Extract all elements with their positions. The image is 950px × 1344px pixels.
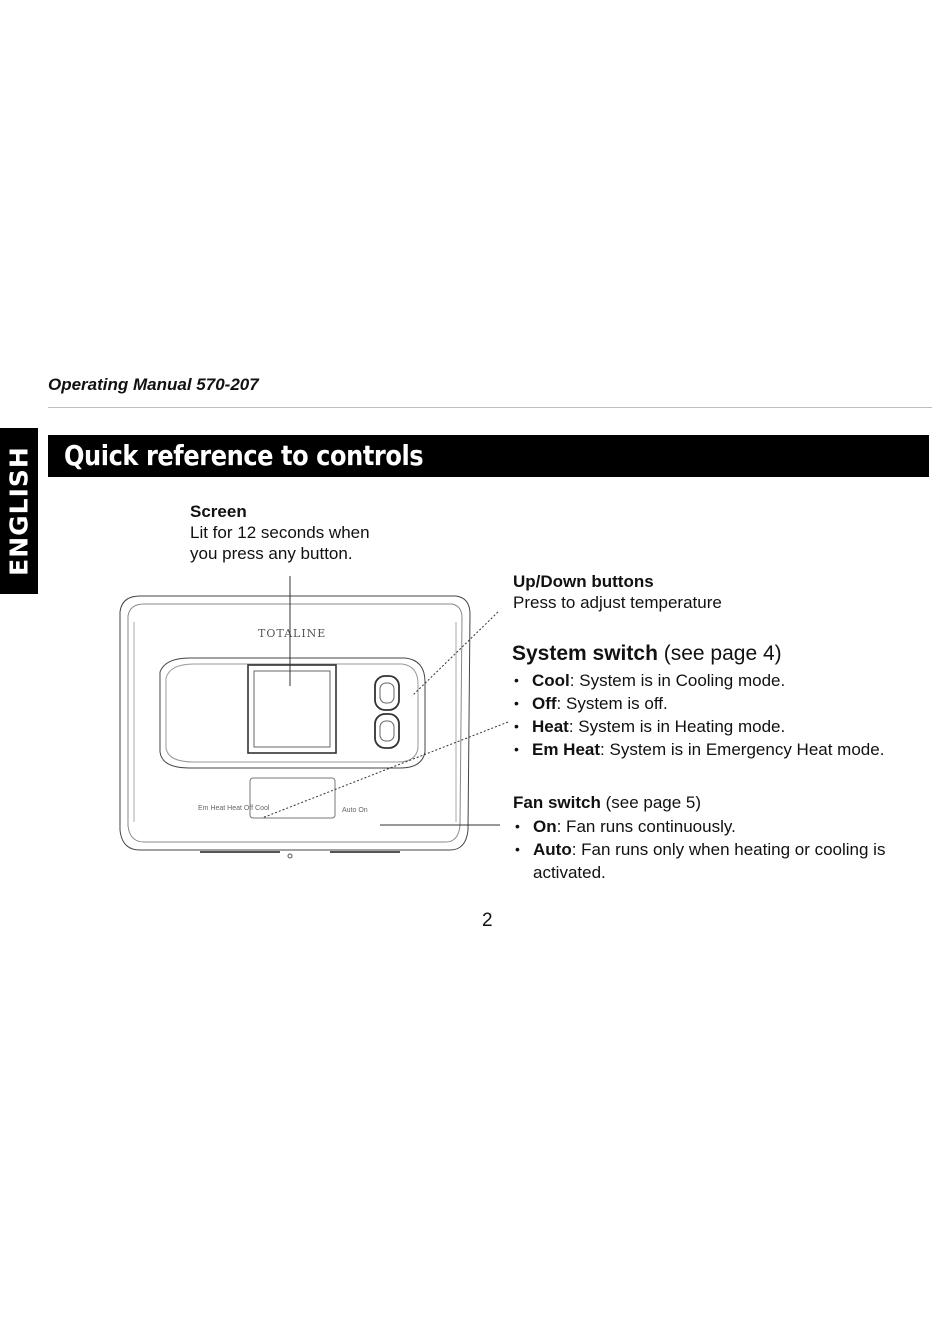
fan-switch-callout: [513, 792, 885, 884]
device-brand: TOTALINE: [258, 627, 327, 640]
updown-callout: [513, 572, 722, 613]
item-text-continued: activated.: [533, 863, 606, 882]
item-text: : System is in Emergency Heat mode.: [600, 740, 885, 759]
screen-desc-line-1: Lit for 12 seconds when: [190, 523, 370, 542]
system-switch-callout: [512, 642, 884, 761]
manual-title: Operating Manual 570-207: [48, 375, 259, 394]
item-term: Auto: [533, 840, 572, 859]
device-fan-labels: Auto On: [342, 807, 368, 814]
item-term: Heat: [532, 717, 569, 736]
item-text: : System is in Cooling mode.: [569, 671, 786, 690]
list-item: [512, 669, 884, 692]
item-term: Off: [532, 694, 557, 713]
updown-label: Up/Down buttons: [513, 572, 654, 591]
item-term: Cool: [532, 671, 570, 690]
item-text: : System is off.: [556, 694, 668, 713]
device-system-labels: Em Heat Heat Off Cool: [198, 805, 270, 812]
item-term: Em Heat: [532, 740, 601, 759]
screen-label: Screen: [190, 502, 247, 521]
system-switch-ref: (see page 4): [657, 642, 782, 665]
screen-desc-line-2: you press any button.: [190, 544, 353, 563]
item-term: On: [533, 817, 557, 836]
list-item: [513, 838, 885, 884]
list-item: [512, 692, 884, 715]
system-switch-list: [512, 669, 884, 761]
item-text: : Fan runs continuously.: [556, 817, 736, 836]
updown-desc: Press to adjust temperature: [513, 593, 722, 612]
fan-switch-label: Fan switch: [513, 793, 601, 812]
system-switch-label: System switch: [512, 642, 658, 665]
list-item: [513, 815, 885, 838]
list-item: [512, 715, 884, 738]
system-switch-heading: [512, 642, 884, 666]
item-text: : Fan runs only when heating or cooling is: [571, 840, 886, 859]
item-text: : System is in Heating mode.: [568, 717, 786, 736]
screen-callout: [190, 502, 370, 564]
fan-switch-ref: (see page 5): [600, 793, 702, 812]
section-title: Quick reference to controls: [64, 439, 424, 472]
list-item: [512, 738, 884, 761]
language-tab-label: ENGLISH: [4, 446, 34, 576]
page-number: 2: [482, 910, 493, 931]
fan-switch-list: [513, 815, 885, 884]
